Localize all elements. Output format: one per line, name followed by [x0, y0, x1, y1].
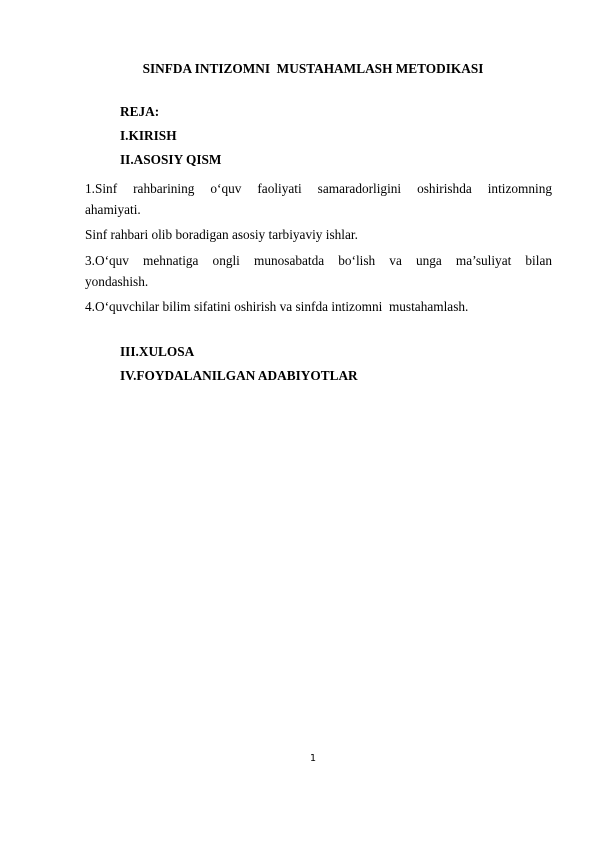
- plan-item-4: 4.O‘quvchilar bilim sifatini oshirish va sinfda intizomni mustahamlash.: [85, 299, 469, 314]
- page-number: 1: [309, 753, 317, 764]
- plan-section-intro: I.KIRISH: [120, 128, 177, 143]
- plan-section-references: IV.FOYDALANILGAN ADABIYOTLAR: [120, 368, 358, 383]
- plan-item-1-line-2: ahamiyati.: [85, 202, 141, 217]
- plan-heading: REJA:: [120, 104, 160, 119]
- plan-item-2: Sinf rahbari olib boradigan asosiy tarbiyaviy ishlar.: [85, 227, 358, 242]
- plan-item-3-line-2: yondashish.: [85, 274, 149, 289]
- document-title: SINFDA INTIZOMNI MUSTAHAMLASH METODIKASI: [142, 61, 484, 76]
- plan-section-conclusion: III.XULOSA: [120, 344, 195, 359]
- plan-section-main: II.ASOSIY QISM: [120, 152, 222, 167]
- plan-item-3-line-1: 3.O‘quv mehnatiga ongli munosabatda bo‘lish va unga ma’suliyat bilan: [85, 253, 552, 268]
- plan-item-1-line-1: 1.Sinf rahbarining o‘quv faoliyati samaradorligini oshirishda intizomning: [85, 181, 552, 196]
